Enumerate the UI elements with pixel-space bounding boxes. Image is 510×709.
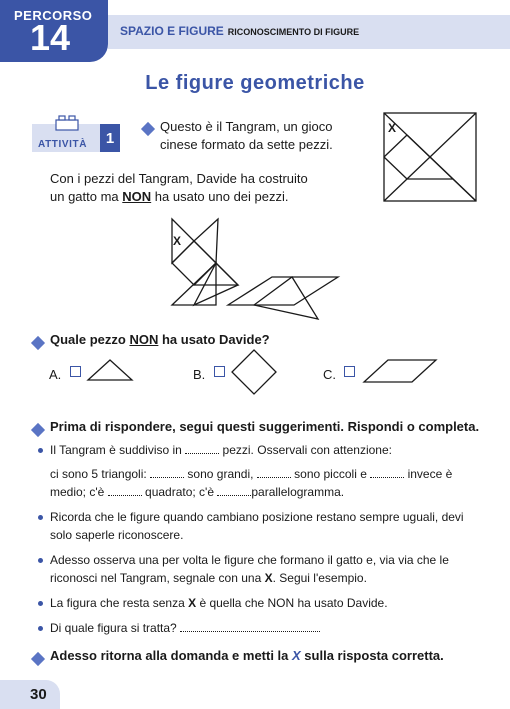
suggestion-2: Ricorda che le figure quando cambiano posizione restano sempre uguali, devi solo saperle riconoscere. [38,508,488,544]
page-title: Le figure geometriche [145,72,365,94]
activity-number: 1 [100,124,120,152]
blank-figure-answer[interactable] [180,620,320,632]
tangram-x-mark: X [388,121,397,135]
bullet-diamond-icon [31,336,45,350]
blank-square[interactable] [108,484,142,496]
option-b-letter: B. [193,367,206,382]
tangram-cat-figure [168,215,348,325]
s4-x-mark: X [188,596,197,610]
cat-line-2-b: ha usato uno dei pezzi. [151,189,289,204]
parallelogram-shape-icon [362,358,438,384]
blank-count-pieces[interactable] [185,442,219,454]
bullet-diamond-icon [141,122,155,136]
option-a-checkbox[interactable] [70,366,81,377]
s1-g: medio; c'è [50,485,105,499]
s1-f: invece è [407,467,453,481]
s3-b: . Segui l'esempio. [272,571,367,585]
intro-text [160,118,333,154]
subcategory-label: RICONOSCIMENTO DI FIGURE [227,27,360,37]
suggestions-list [38,441,488,644]
square-shape-icon [230,348,278,396]
cat-line-1: Con i pezzi del Tangram, Davide ha costruito [50,171,308,186]
intro-line-1: Questo è il Tangram, un gioco [160,119,333,134]
question-non-emphasis: NON [129,332,159,347]
suggestion-5 [38,619,488,637]
bullet-diamond-icon [31,423,45,437]
option-a-letter: A. [49,367,62,382]
cat-x-mark: X [173,234,182,248]
triangle-shape-icon [86,358,134,382]
s4-b: è quella che NON ha usato Davide. [196,596,388,610]
page-number: 30 [0,680,60,709]
s1-d: sono grandi, [187,467,254,481]
s1-i: parallelogramma. [251,485,345,499]
option-c-checkbox[interactable] [344,366,355,377]
s1-b: pezzi. Osservali con attenzione: [222,443,392,457]
suggestion-1 [38,441,488,501]
s1-a: Il Tangram è suddiviso in [50,443,182,457]
s1-h: quadrato; c'è [145,485,215,499]
s1-c: ci sono 5 triangoli: [50,467,147,481]
intro-line-2: cinese formato da sette pezzi. [160,137,333,152]
suggestion-4 [38,594,488,612]
question-text [50,331,270,349]
blank-small-triangles[interactable] [257,466,291,478]
s1-second-block [50,465,488,501]
cat-text [50,170,308,206]
tangram-square [383,112,477,202]
blank-medium-triangle[interactable] [370,466,404,478]
s5-text: Di quale figura si tratta? [50,621,177,635]
bricks-icon [54,114,82,132]
option-c-letter: C. [323,367,336,382]
activity-label: ATTIVITÀ [38,139,88,150]
instruction-text: Prima di rispondere, segui questi suggerimenti. Rispondi o completa. [50,419,480,434]
final-a: Adesso ritorna alla domanda e metti la [50,648,293,663]
question-a: Quale pezzo [50,332,130,347]
s3-a: Adesso osserva una per volta le figure che formano il gatto e, via via che le riconosci nel Tangram, segnale con una [50,553,449,585]
cat-line-2 [50,188,308,206]
final-x-mark: X [292,648,301,663]
bullet-diamond-icon [31,652,45,666]
blank-large-triangles[interactable] [150,466,184,478]
category-label: SPAZIO E FIGURE [120,24,224,38]
s3-x-mark: X [264,571,273,585]
question-b: ha usato Davide? [158,332,270,347]
s4-a: La figura che resta senza [50,596,189,610]
option-b-checkbox[interactable] [214,366,225,377]
final-instruction [50,647,444,665]
badge-number: 14 [30,17,71,58]
badge-label: PERCORSO [14,8,93,23]
final-b: sulla risposta corretta. [300,648,444,663]
suggestion-3 [38,551,488,587]
cat-line-2-a: un gatto ma [50,189,123,204]
header-category [120,24,359,38]
s1-e: sono piccoli e [294,467,367,481]
blank-parallelogram[interactable] [217,484,251,496]
cat-non-emphasis: NON [122,189,152,204]
